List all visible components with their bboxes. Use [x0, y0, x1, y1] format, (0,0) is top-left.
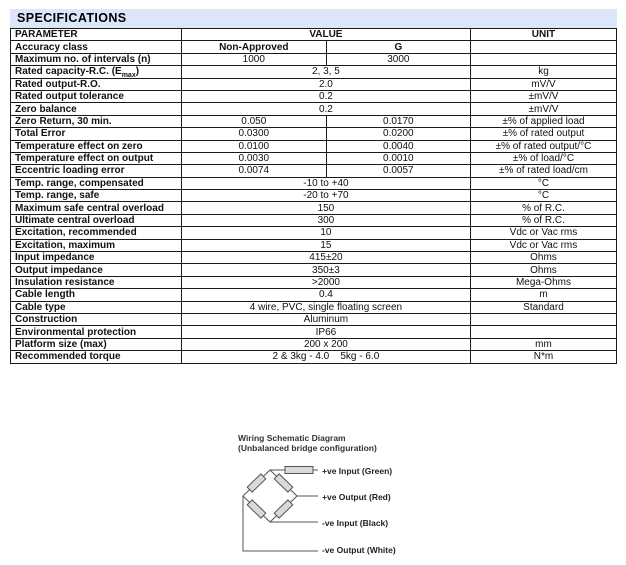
value-cell: 415±20 [181, 252, 470, 264]
parameter-cell: Total Error [11, 128, 182, 140]
value-cell: 150 [181, 202, 470, 214]
unit-cell: kg [470, 66, 616, 78]
spec-table-body [11, 41, 617, 363]
table-row [11, 165, 617, 177]
bridge-resistor-top-right [274, 474, 293, 492]
unit-cell [470, 326, 616, 338]
value-cell: 0.0200 [326, 128, 470, 140]
parameter-cell: Recommended torque [11, 351, 182, 363]
parameter-cell: Ultimate central overload [11, 214, 182, 226]
column-header-parameter: PARAMETER [11, 29, 182, 41]
parameter-cell: Zero balance [11, 103, 182, 115]
parameter-cell: Input impedance [11, 252, 182, 264]
parameter-cell: Environmental protection [11, 326, 182, 338]
value-cell: 0.0010 [326, 152, 470, 164]
unit-cell: Vdc or Vac rms [470, 227, 616, 239]
bridge-diamond [243, 470, 297, 522]
unit-cell: ±mV/V [470, 90, 616, 102]
page-title: SPECIFICATIONS [10, 9, 617, 28]
unit-cell: Ohms [470, 264, 616, 276]
parameter-cell: Rated output-R.O. [11, 78, 182, 90]
value-cell: 0.0057 [326, 165, 470, 177]
value-cell: G [326, 41, 470, 53]
unit-cell: ±% of rated load/cm [470, 165, 616, 177]
parameter-cell: Construction [11, 313, 182, 325]
table-row [11, 202, 617, 214]
unit-cell [470, 313, 616, 325]
parameter-label-suffix: ) [135, 66, 140, 78]
table-row [11, 190, 617, 202]
unit-cell [470, 41, 616, 53]
parameter-cell: Temp. range, safe [11, 190, 182, 202]
unit-cell: Standard [470, 301, 616, 313]
value-cell: 2.0 [181, 78, 470, 90]
table-row [11, 338, 617, 350]
value-cell: -10 to +40 [181, 177, 470, 189]
unit-cell: mm [470, 338, 616, 350]
table-row [11, 351, 617, 363]
unit-cell: % of R.C. [470, 202, 616, 214]
parameter-cell: Cable length [11, 289, 182, 301]
table-row [11, 78, 617, 90]
value-cell: 0.0100 [181, 140, 326, 152]
value-cell: 3000 [326, 53, 470, 65]
value-cell: 10 [181, 227, 470, 239]
table-row [11, 115, 617, 127]
value-cell: Non-Approved [181, 41, 326, 53]
wire-label-pos-output: +ve Output (Red) [322, 492, 391, 502]
unit-cell: Mega-Ohms [470, 276, 616, 288]
parameter-cell: Cable type [11, 301, 182, 313]
parameter-cell: Platform size (max) [11, 338, 182, 350]
unit-cell: ±% of rated output/°C [470, 140, 616, 152]
unit-cell: °C [470, 190, 616, 202]
value-cell: 0.0040 [326, 140, 470, 152]
table-row [11, 41, 617, 53]
table-row [11, 301, 617, 313]
value-cell: 2, 3, 5 [181, 66, 470, 78]
value-cell: 350±3 [181, 264, 470, 276]
table-row [11, 313, 617, 325]
value-cell: 4 wire, PVC, single floating screen [181, 301, 470, 313]
table-row [11, 276, 617, 288]
value-cell: 15 [181, 239, 470, 251]
parameter-cell: Rated output tolerance [11, 90, 182, 102]
table-row [11, 53, 617, 65]
table-row [11, 90, 617, 102]
parameter-cell: Zero Return, 30 min. [11, 115, 182, 127]
value-cell: 0.2 [181, 103, 470, 115]
bridge-resistor-top-left [247, 474, 266, 492]
diagram-subtitle: (Unbalanced bridge configuration) [238, 443, 377, 453]
unit-cell: ±% of applied load [470, 115, 616, 127]
parameter-cell: Excitation, maximum [11, 239, 182, 251]
table-row [11, 103, 617, 115]
inline-resistor [285, 467, 313, 474]
table-row [11, 252, 617, 264]
value-cell: 200 x 200 [181, 338, 470, 350]
table-row [11, 326, 617, 338]
table-row [11, 214, 617, 226]
parameter-cell: Temperature effect on zero [11, 140, 182, 152]
table-row [11, 264, 617, 276]
unit-cell: Ohms [470, 252, 616, 264]
table-row [11, 239, 617, 251]
bridge-resistor-bottom-left [247, 500, 266, 518]
wire-label-pos-input: +ve Input (Green) [322, 466, 393, 476]
parameter-cell: Insulation resistance [11, 276, 182, 288]
parameter-label-subscript: max [121, 72, 136, 79]
unit-cell [470, 53, 616, 65]
value-cell: >2000 [181, 276, 470, 288]
parameter-cell: Maximum no. of intervals (n) [11, 53, 182, 65]
parameter-cell: Output impedance [11, 264, 182, 276]
unit-cell: °C [470, 177, 616, 189]
table-row [11, 128, 617, 140]
parameter-cell: Temp. range, compensated [11, 177, 182, 189]
value-cell: 0.0170 [326, 115, 470, 127]
diagram-title: Wiring Schematic Diagram [238, 433, 346, 443]
unit-cell: ±% of rated output [470, 128, 616, 140]
table-row [11, 177, 617, 189]
parameter-cell: Temperature effect on output [11, 152, 182, 164]
value-cell: 0.0074 [181, 165, 326, 177]
parameter-cell: Excitation, recommended [11, 227, 182, 239]
wire-label-neg-input: -ve Input (Black) [322, 518, 389, 528]
value-cell: Aluminum [181, 313, 470, 325]
column-header-unit: UNIT [470, 29, 616, 41]
wire-label-neg-output: -ve Output (White) [322, 545, 396, 555]
specifications-table [10, 28, 617, 364]
column-header-value: VALUE [181, 29, 470, 41]
parameter-cell [11, 66, 182, 78]
table-row [11, 227, 617, 239]
unit-cell: % of R.C. [470, 214, 616, 226]
parameter-label: Rated capacity-R.C. (E [15, 66, 122, 78]
value-cell: 1000 [181, 53, 326, 65]
value-cell: IP66 [181, 326, 470, 338]
parameter-cell: Maximum safe central overload [11, 202, 182, 214]
value-cell: 2 & 3kg - 4.0 5kg - 6.0 [181, 351, 470, 363]
table-row [11, 289, 617, 301]
parameter-cell: Accuracy class [11, 41, 182, 53]
unit-cell: mV/V [470, 78, 616, 90]
unit-cell: ±mV/V [470, 103, 616, 115]
value-cell: 0.0300 [181, 128, 326, 140]
value-cell: 0.4 [181, 289, 470, 301]
unit-cell: ±% of load/°C [470, 152, 616, 164]
value-cell: 300 [181, 214, 470, 226]
table-row [11, 152, 617, 164]
table-row [11, 140, 617, 152]
table-row [11, 66, 617, 78]
unit-cell: Vdc or Vac rms [470, 239, 616, 251]
unit-cell: m [470, 289, 616, 301]
unit-cell: N*m [470, 351, 616, 363]
table-header-row [11, 29, 617, 41]
value-cell: 0.2 [181, 90, 470, 102]
parameter-cell: Eccentric loading error [11, 165, 182, 177]
value-cell: 0.050 [181, 115, 326, 127]
value-cell: -20 to +70 [181, 190, 470, 202]
value-cell: 0.0030 [181, 152, 326, 164]
wiring-schematic [230, 455, 430, 560]
bridge-resistor-bottom-right [274, 500, 293, 518]
